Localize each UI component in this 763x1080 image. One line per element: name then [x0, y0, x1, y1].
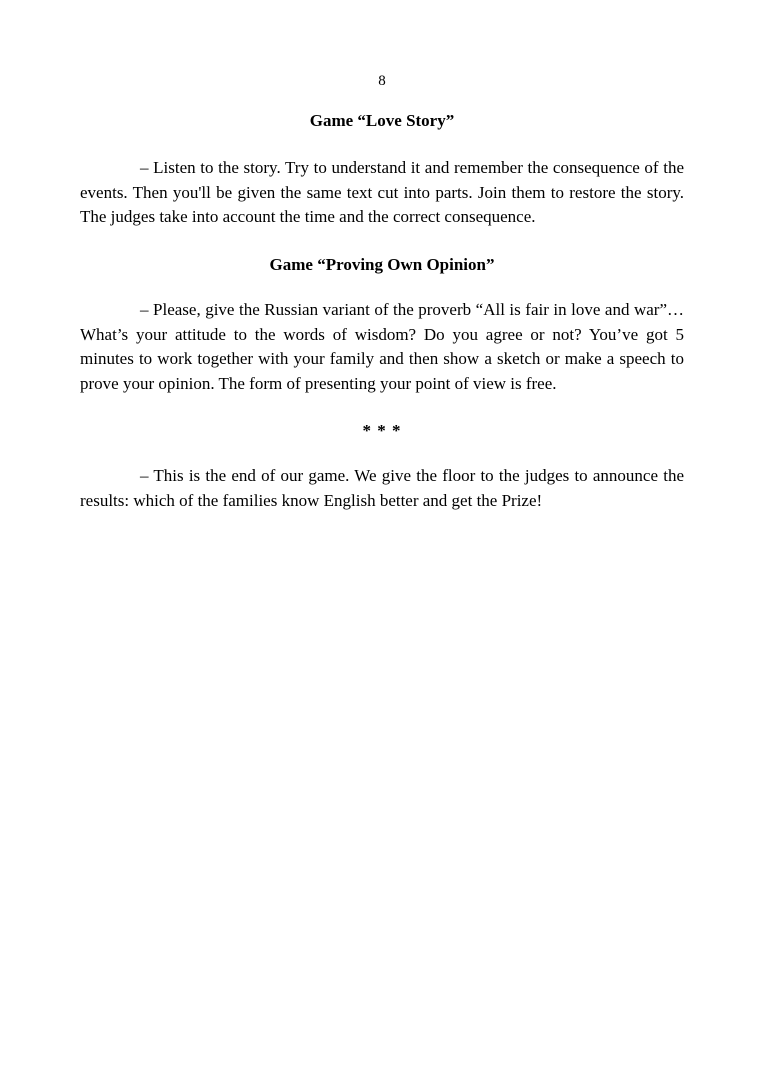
paragraph-closing: – This is the end of our game. We give the floor to the judges to announce the results: which of the families know English better and get the Prize! [80, 466, 684, 510]
section-separator: * * * [362, 421, 402, 440]
paragraph-love-story: – Listen to the story. Try to understand it and remember the consequence of the events. Then you'll be given the same text cut into parts. Join them to restore the story. The judges take into account the time and the correct consequence. [80, 158, 684, 226]
heading-proving-own-opinion: Game “Proving Own Opinion” [269, 255, 495, 274]
heading-love-story: Game “Love Story” [309, 111, 455, 130]
paragraph-proving-own-opinion: – Please, give the Russian variant of the proverb “All is fair in love and war”… What’s your attitude to the words of wisdom? Do you agree or not? You’ve got 5 minutes to work together with your family and then show a sketch or make a speech to prove your opinion. The form of presenting your point of view is free. [80, 300, 684, 393]
page-number: 8 [378, 73, 386, 89]
